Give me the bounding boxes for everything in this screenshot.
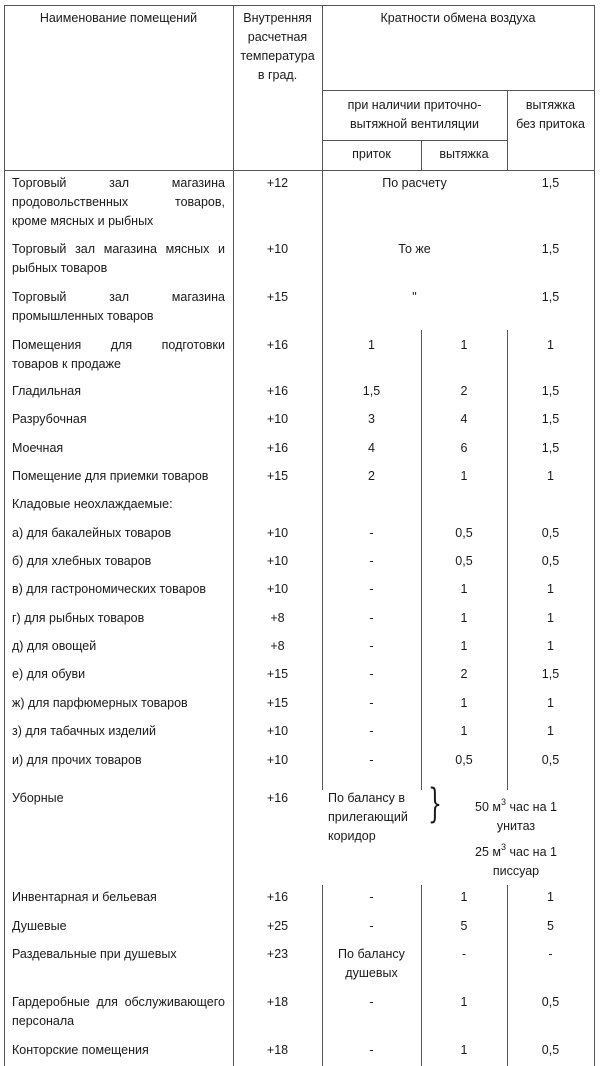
column-header-name: Наименование помещений [39,11,198,25]
exhaust-only-value: 0,5 [541,995,560,1009]
room-name: в) для гастрономических товаров [12,582,207,596]
exhaust-value: 0,5 [455,526,473,540]
toilet-fixture-toilet: унитаз [496,819,536,833]
column-header-exhaust-only: вытяжка [525,98,576,112]
exhaust-value: 1 [460,890,468,904]
grid-line-vertical [507,885,508,1066]
column-header-exhaust: вытяжка [439,147,489,161]
room-name: Торговый зал магазина [12,290,225,304]
exhaust-only-value: 1 [547,611,554,625]
exhaust-only-value: 0,5 [541,753,560,767]
exhaust-only-value: 1,5 [541,242,560,256]
temperature-value: +8 [270,611,285,625]
exhaust-value: 4 [460,412,468,426]
temperature-value: +15 [266,469,289,483]
exhaust-value: 6 [460,441,468,455]
changing-supply-note: По балансу [338,947,405,961]
brace-symbol: } [428,781,442,827]
exhaust-only-value: 1,5 [541,667,560,681]
exhaust-only-value: 0,5 [541,526,560,540]
room-name: товаров к продаже [12,357,121,371]
supply-exhaust-merged-value: По расчету [382,176,447,190]
supply-value: 4 [368,441,375,455]
temperature-value: +15 [266,290,289,304]
column-header-supply-exhaust: при наличии приточно- [347,98,482,112]
room-name: Гардеробные для обслуживающего [12,995,225,1009]
room-name: Помещение для приемки товаров [12,469,209,483]
room-name: Моечная [12,441,64,455]
room-name: промышленных товаров [12,309,154,323]
temperature-value: +10 [266,412,289,426]
supply-exhaust-merged-value: То же [398,242,431,256]
temperature-value: +15 [266,696,289,710]
rate-unit: час на 1 [506,845,557,859]
room-name: ж) для парфюмерных товаров [12,696,188,710]
exhaust-value: 0,5 [455,753,473,767]
room-name: рыбных товаров [12,261,108,275]
supply-value: 3 [368,412,375,426]
cubic-superscript: 3 [501,797,507,807]
exhaust-value: 5 [460,919,468,933]
room-name: персонала [12,1014,75,1028]
supply-value: 1,5 [362,384,381,398]
room-name: продовольственных товаров, [12,195,225,209]
temperature-value: +25 [266,919,289,933]
temperature-value: +12 [266,176,289,190]
exhaust-value: 1 [460,639,468,653]
exhaust-value: 1 [460,469,468,483]
exhaust-only-value: 1,5 [541,290,560,304]
supply-value: 2 [368,469,375,483]
column-header-supply-exhaust: вытяжной вентиляции [349,117,480,131]
exhaust-only-value: - [548,947,553,961]
rate-value: 25 м [475,845,501,859]
exhaust-value: 0,5 [455,554,473,568]
exhaust-value: 1 [460,1043,468,1057]
grid-line-vertical [421,885,422,1066]
exhaust-only-value: 5 [547,919,554,933]
room-name: кроме мясных и рыбных [12,214,154,228]
column-header-temperature: Внутренняя [243,11,312,25]
exhaust-only-value: 1 [547,639,554,653]
exhaust-value: 1 [460,611,468,625]
exhaust-only-value: 0,5 [541,554,560,568]
temperature-value: +18 [266,1043,289,1057]
exhaust-only-value: 1,5 [541,176,560,190]
exhaust-only-value: 1,5 [541,384,560,398]
exhaust-value: 1 [460,724,468,738]
supply-value: - [369,753,374,767]
room-name: Кладовые неохлаждаемые: [12,497,173,511]
exhaust-value: - [461,947,467,961]
supply-value: - [369,667,374,681]
exhaust-value: 2 [460,667,468,681]
room-name: Раздевальные при душевых [12,947,177,961]
temperature-value: +16 [266,791,289,805]
supply-value: - [369,1043,374,1057]
temperature-value: +18 [266,995,289,1009]
column-header-temperature: в град. [257,68,298,82]
grid-line-vertical [594,5,595,1066]
changing-supply-note: душевых [345,966,398,980]
supply-value: - [369,724,374,738]
supply-value: - [369,995,374,1009]
room-name: б) для хлебных товаров [12,554,152,568]
room-name: Душевые [12,919,67,933]
exhaust-only-value: 1 [547,890,554,904]
exhaust-value: 1 [460,582,468,596]
room-name: Инвентарная и бельевая [12,890,157,904]
toilet-rate-line [438,843,594,862]
grid-line-horizontal [4,170,594,171]
supply-value: - [369,582,374,596]
toilet-supply-note: По балансу в [328,791,405,805]
toilet-supply-note: коридор [328,829,376,843]
room-name: Разрубочная [12,412,87,426]
temperature-value: +10 [266,724,289,738]
grid-line-horizontal [322,90,594,91]
room-name: г) для рыбных товаров [12,611,145,625]
grid-line-horizontal [322,140,507,141]
exhaust-only-value: 1 [547,582,554,596]
supply-value: - [369,639,374,653]
temperature-value: +16 [266,338,289,352]
supply-value: - [369,554,374,568]
toilet-fixture-urinal: писсуар [492,864,540,878]
temperature-value: +16 [266,890,289,904]
room-name: Гладильная [12,384,82,398]
exhaust-value: 1 [460,338,468,352]
exhaust-only-value: 0,5 [541,1043,560,1057]
supply-value: 1 [368,338,375,352]
exhaust-only-value: 1 [547,724,554,738]
room-name: Уборные [12,791,64,805]
toilet-rate-line [438,798,594,817]
temperature-value: +10 [266,582,289,596]
temperature-value: +16 [266,384,289,398]
exhaust-value: 1 [460,995,468,1009]
temperature-value: +10 [266,753,289,767]
column-header-exhaust-only: без притока [516,117,585,131]
temperature-value: +15 [266,667,289,681]
exhaust-only-value: 1 [547,696,554,710]
rate-value: 50 м [475,800,501,814]
column-header-temperature: температура [240,49,315,63]
exhaust-value: 1 [460,696,468,710]
column-header-supply: приток [352,147,391,161]
room-name: е) для обуви [12,667,86,681]
supply-value: - [369,526,374,540]
toilet-supply-note: прилегающий [328,810,408,824]
temperature-value: +10 [266,554,289,568]
column-header-temperature: расчетная [247,30,308,44]
temperature-value: +23 [266,947,289,961]
grid-line-horizontal [4,5,594,6]
grid-line-vertical [4,5,5,1066]
exhaust-value: 2 [460,384,468,398]
room-name: и) для прочих товаров [12,753,142,767]
supply-exhaust-merged-value: " [412,290,417,304]
exhaust-only-value: 1,5 [541,412,560,426]
temperature-value: +10 [266,242,289,256]
supply-value: - [369,919,374,933]
temperature-value: +10 [266,526,289,540]
temperature-value: +16 [266,441,289,455]
room-name: а) для бакалейных товаров [12,526,172,540]
rate-unit: час на 1 [506,800,557,814]
supply-value: - [369,890,374,904]
temperature-value: +8 [270,639,285,653]
exhaust-only-value: 1,5 [541,441,560,455]
exhaust-only-value: 1 [547,469,554,483]
room-name: з) для табачных изделий [12,724,156,738]
room-name: д) для овощей [12,639,97,653]
supply-value: - [369,696,374,710]
cubic-superscript: 3 [501,842,507,852]
supply-value: - [369,611,374,625]
room-name: Конторские помещения [12,1043,149,1057]
column-header-air-exchange: Кратности обмена воздуха [380,11,536,25]
exhaust-only-value: 1 [547,338,554,352]
room-name: Помещения для подготовки [12,338,225,352]
room-name: Торговый зал магазина мясных и [12,242,225,256]
room-name: Торговый зал магазина [12,176,225,190]
